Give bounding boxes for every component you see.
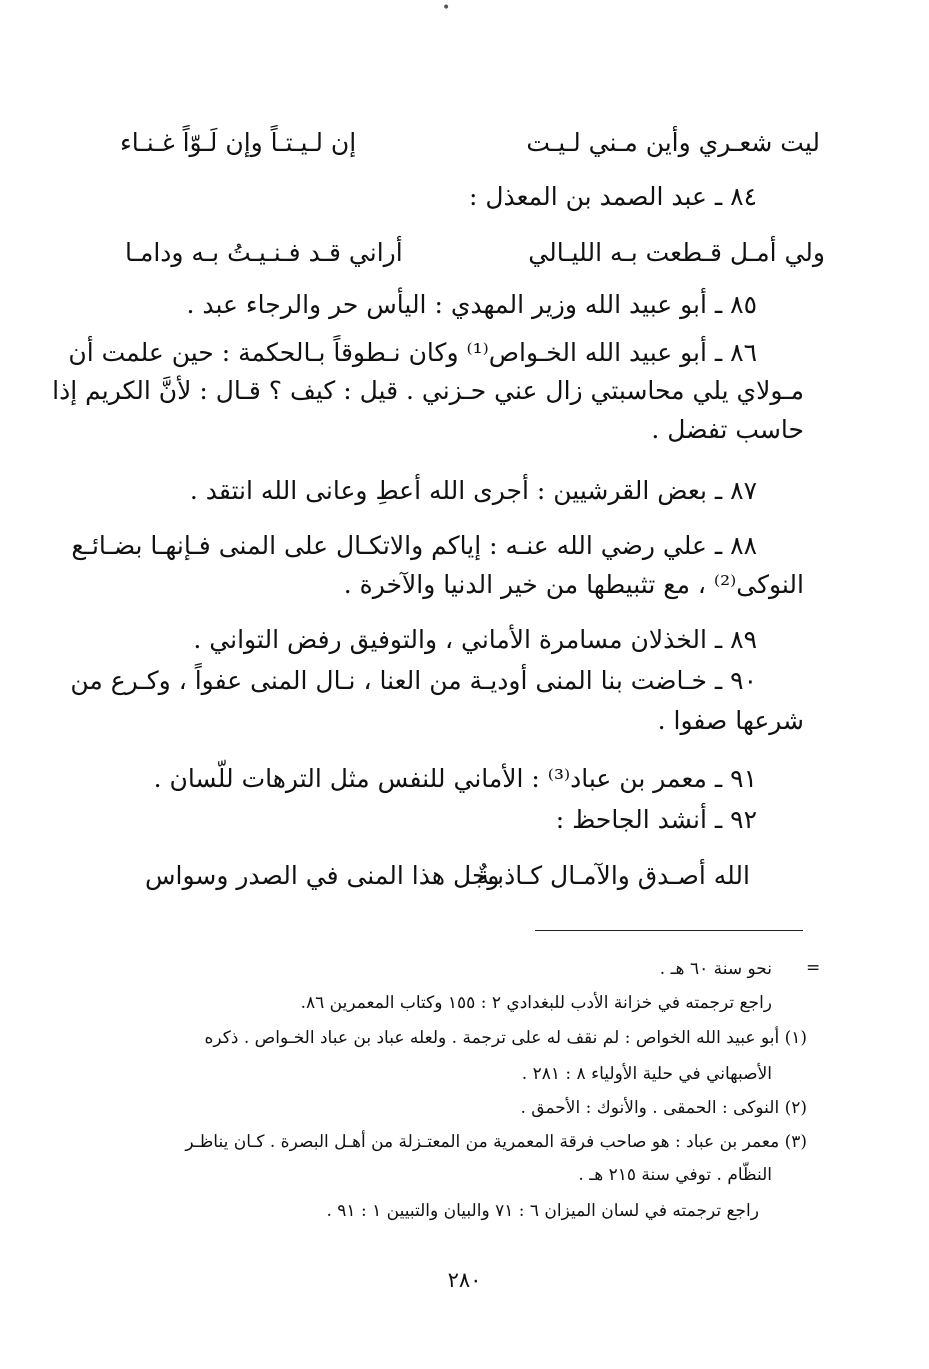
verse-2-first-hemistich: ولي أمـل قـطعت بـه الليـالي: [528, 238, 825, 267]
footnote-continued-line-1: نحو سنة ٦٠ هـ .: [659, 959, 772, 979]
entry-85: ٨٥ ـ أبو عبيد الله وزير المهدي : اليأس حر والرجاء عبد .: [186, 290, 757, 319]
footnote-separator: [535, 930, 803, 931]
footnote-3-line-1: (٣) معمر بن عباد : هو صاحب فرقة المعمرية من المعتـزلة من أهـل البصرة . كـان يناظـر: [185, 1132, 807, 1152]
entry-84: ٨٤ ـ عبد الصمد بن المعذل :: [468, 182, 757, 211]
entry-88-line-1: ٨٨ ـ علي رضي الله عنـه : إياكم والاتكـال على المنى فـإنهـا بضـائـع: [71, 531, 757, 560]
verse-3-second-hemistich: وجل هذا المنى في الصدر وسواس: [145, 861, 500, 890]
page-number: ٢٨٠: [447, 1268, 482, 1292]
footnote-3-line-3: راجع ترجمته في لسان الميزان ٦ : ٧١ والبيان والتبيين ١ : ٩١ .: [326, 1201, 759, 1221]
verse-1-second-hemistich: إن لـيـتـاً وإن لَـوّاً غـنـاء: [120, 128, 357, 157]
entry-86-line-3: حاسب تفضل .: [651, 415, 804, 444]
entry-90-line-2: شرعها صفوا .: [657, 706, 804, 735]
verse-line-2: [125, 238, 825, 272]
entry-86-line-2: مـولاي يلي محاسبتي زال عني حـزني . قيل : كيف ؟ قـال : لأنَّ الكريم إذا: [52, 376, 804, 405]
footnote-continuation-mark: =: [806, 958, 821, 978]
verse-2-second-hemistich: أراني قـد فـنـيـتُ بـه ودامـا: [125, 238, 403, 267]
footnote-3-line-2: النظّام . توفي سنة ٢١٥ هـ .: [578, 1165, 772, 1185]
verse-line-3: [145, 861, 750, 895]
footnote-1-line-2: الأصبهاني في حلية الأولياء ٨ : ٢٨١ .: [521, 1064, 772, 1084]
footnote-1-line-1: (١) أبو عبيد الله الخواص : لم نقف له على ترجمة . ولعله عباد بن عباد الخـواص . ذكره: [204, 1028, 807, 1048]
entry-90-line-1: ٩٠ ـ خـاضت بنا المنى أوديـة من العنا ، نـال المنى عفواً ، وكـرع من: [70, 666, 757, 695]
entry-91: ٩١ ـ معمر بن عباد⁽³⁾ : الأماني للنفس مثل الترهات للّسان .: [153, 764, 757, 793]
footnote-continued-line-2: راجع ترجمته في خزانة الأدب للبغدادي ٢ : ١٥٥ وكتاب المعمرين ٨٦.: [300, 993, 772, 1013]
entry-88-line-2: النوكى⁽²⁾ ، مع تثبيطها من خير الدنيا والآخرة .: [343, 570, 804, 599]
top-mark: •: [442, 0, 451, 16]
footnote-2: (٢) النوكى : الحمقى . والأنوك : الأحمق .: [520, 1098, 807, 1118]
verse-line-1: [120, 128, 820, 162]
verse-1-first-hemistich: ليت شعـري وأين مـني لـيـت: [526, 128, 820, 157]
entry-86-line-1: ٨٦ ـ أبو عبيد الله الخـواص⁽¹⁾ وكان نـطوقاً بـالحكمة : حين علمت أن: [68, 338, 757, 367]
entry-89: ٨٩ ـ الخذلان مسامرة الأماني ، والتوفيق رفض التواني .: [193, 625, 757, 654]
verse-3-first-hemistich: الله أصـدق والآمـال كـاذبـةٌ: [476, 861, 750, 890]
entry-92: ٩٢ ـ أنشد الجاحظ :: [555, 805, 757, 834]
entry-87: ٨٧ ـ بعض القرشيين : أجرى الله أعطِ وعانى الله انتقد .: [189, 476, 757, 505]
